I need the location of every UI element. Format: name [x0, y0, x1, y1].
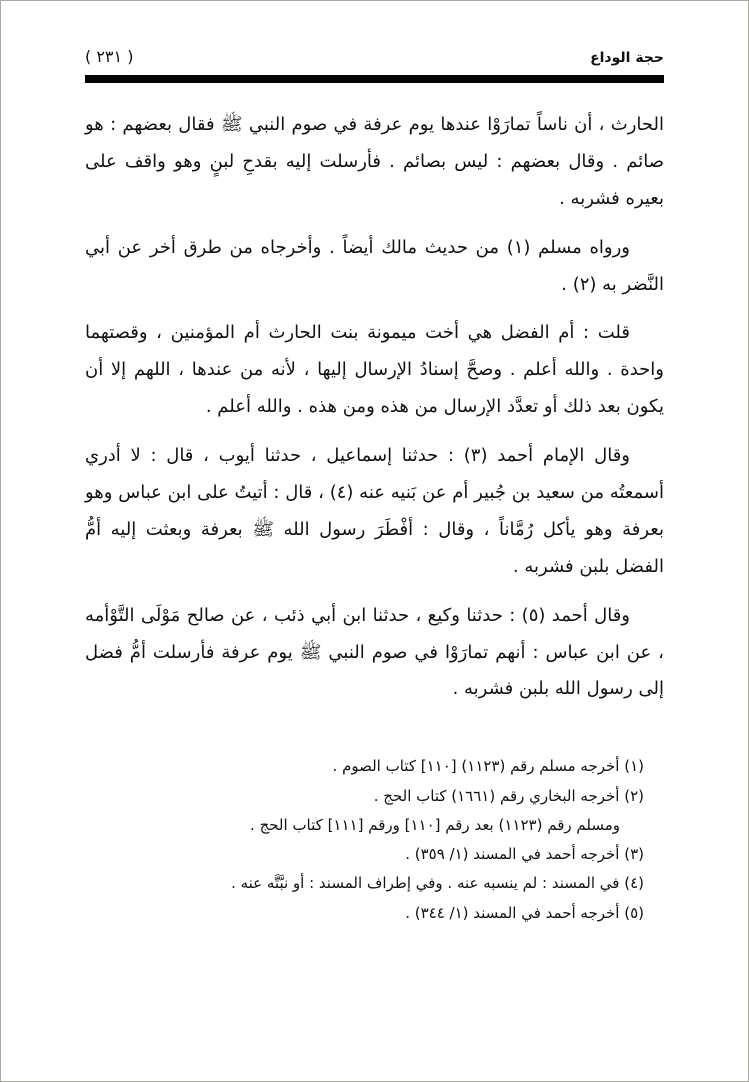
page-content — [1, 1, 748, 928]
page-number: ( ٢٣١ ) — [85, 47, 134, 66]
footnote-continuation-line: ومسلم رقم (١١٢٣) بعد رقم [١١٠] ورقم [١١١] كتاب الحج . — [250, 815, 620, 834]
footnote-line: (٤) في المسند : لم ينسبه عنه . وفي إطراف المسند : أو نبَّتَّه عنه . — [231, 874, 644, 893]
footnote-line: (٢) أخرجه البخاري رقم (١٦٦١) كتاب الحج . — [373, 786, 644, 805]
paragraph: ورواه مسلم (١) من حديث مالك أيضاً . وأخرجاه من طرق أخر عن أبي النَّضر به (٢) . — [85, 236, 664, 295]
body-text — [85, 107, 664, 708]
footnote-line: (١) أخرجه مسلم رقم (١١٢٣) [١١٠] كتاب الصوم . — [332, 757, 644, 776]
footnote-line: (٣) أخرجه أحمد في المسند (١/ ٣٥٩) . — [405, 845, 644, 864]
page-header — [85, 47, 664, 66]
paragraph: وقال أحمد (٥) : حدثنا وكيع ، حدثنا ابن أبي ذئب ، عن صالح مَوْلَى التَّوْأمه ، عن ابن عباس : أنهم تمارَوْا في صوم النبي ﷺ يوم عرفة فأرسلت أمُّ فضل إلى رسول الله بلبن فشربه . — [85, 604, 664, 700]
book-title: حجة الوداع — [590, 50, 664, 66]
paragraph: قلت : أم الفضل هي أخت ميمونة بنت الحارث أم المؤمنين ، وقصتهما واحدة . والله أعلم . وصحَّ إسنادُ الإرسال إليها ، لأنه من عندها ، اللهم إلا أن يكون بعد ذلك أو تعدَّد الإرسال من هذه ومن هذه . والله أعلم . — [85, 322, 664, 418]
paragraph: وقال الإمام أحمد (٣) : حدثنا إسماعيل ، حدثنا أيوب ، قال : لا أدري أسمعتُه من سعيد بن جُبير أم عن بَنيه عنه (٤) ، قال : أتيتُ على ابن عباس وهو بعرفة وهو يأكل رُمَّاناً ، وقال : أفْطَرَ رسول الله ﷺ بعرفة وبعثت إليه أمُّ الفضل بلبن فشربه . — [85, 445, 664, 577]
header-rule — [85, 75, 664, 83]
footnote-line: (٥) أخرجه أحمد في المسند (١/ ٣٤٤) . — [405, 903, 644, 922]
paragraph: الحارث ، أن ناساً تمارَوْا عندها يوم عرفة في صوم النبي ﷺ فقال بعضهم : هو صائم . وقال بعضهم : ليس بصائم . فأرسلت إليه بقدحِ لبنٍ وهو واقف على بعيره فشربه . — [85, 114, 664, 209]
footnotes-section — [145, 752, 644, 928]
